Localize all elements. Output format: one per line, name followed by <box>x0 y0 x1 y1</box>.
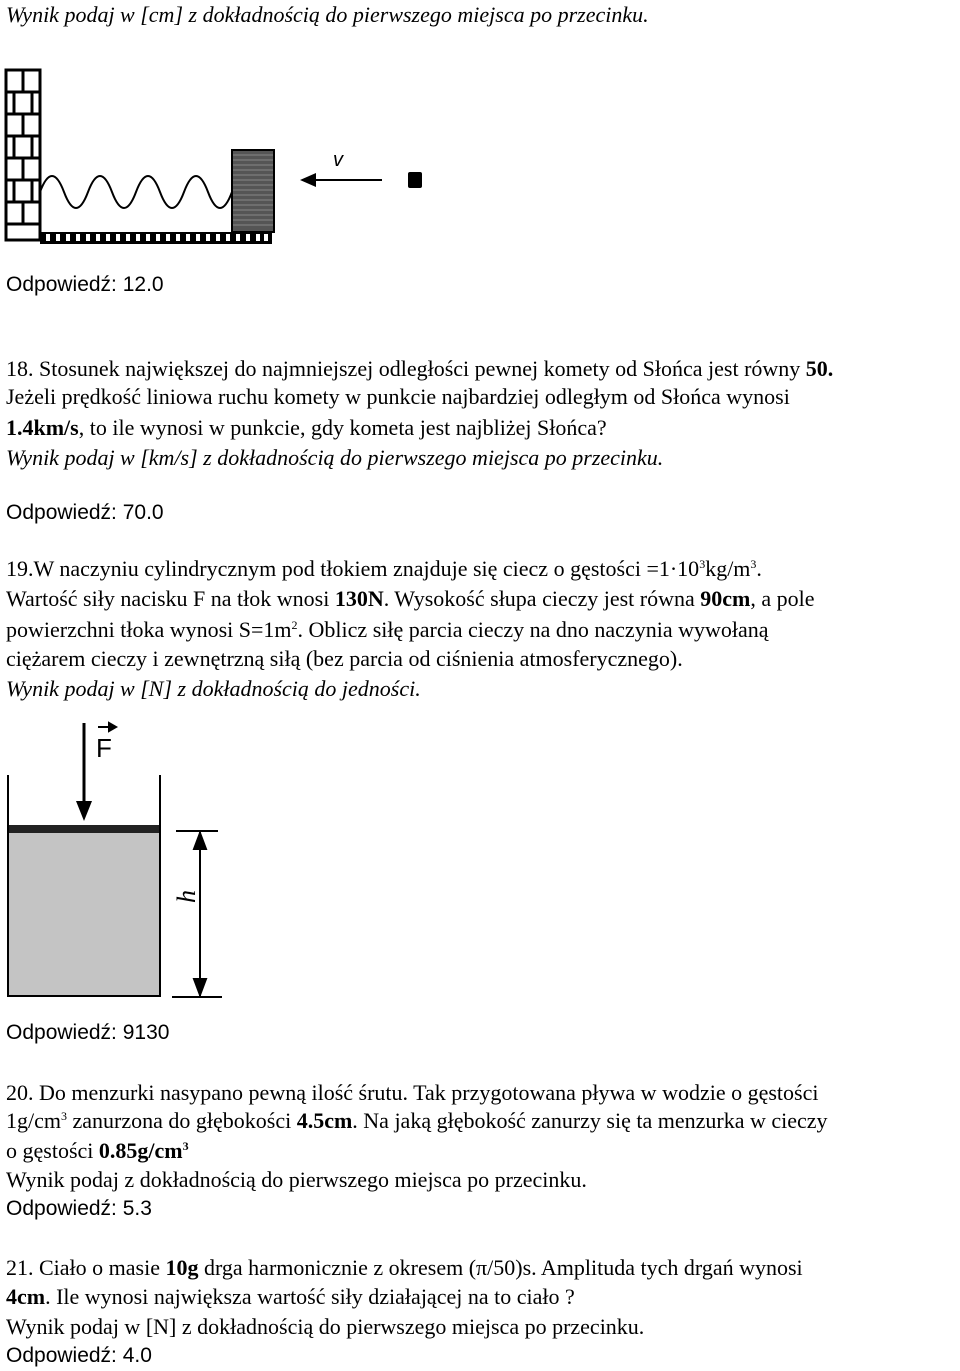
q19-line-4: ciężarem cieczy i zewnętrzną siłą (bez parcia od ciśnienia atmosferycznego). <box>6 646 683 671</box>
q20-text-2b: zanurzona do głębokości <box>67 1108 297 1133</box>
q21-text-1c: drga harmonicznie z okresem (π/50)s. Amplituda tych drgań wynosi <box>198 1255 803 1280</box>
q21-text-2b: . Ile wynosi największa wartość siły działającej na to ciało ? <box>45 1284 575 1309</box>
velocity-label: v <box>333 149 343 171</box>
q20-instruction: Wynik podaj z dokładnością do pierwszego miejsca po przecinku. <box>6 1167 587 1192</box>
q19-text-3b: . Oblicz siłę parcia cieczy na dno naczynia wywołaną <box>297 617 769 642</box>
q19-sup-2: 3 <box>750 557 757 571</box>
q20-depth: 4.5cm <box>296 1108 353 1133</box>
q19-instruction: Wynik podaj w [N] z dokładnością do jedności. <box>6 676 421 701</box>
q21-answer: Odpowiedź: 4.0 <box>6 1344 152 1367</box>
q18-answer: Odpowiedź: 70.0 <box>6 501 164 524</box>
liquid-fill <box>9 830 159 996</box>
q19-height: 90cm <box>700 586 751 611</box>
brick-wall-icon <box>6 70 40 240</box>
q20-line-1: 20. Do menzurki nasypano pewną ilość śrutu. Tak przygotowana pływa w wodzie o gęstości <box>6 1080 819 1105</box>
q20-text-2d: . Na jaką głębokość zanurzy się ta menzurka w cieczy <box>352 1108 828 1133</box>
q19-text-2a: Wartość siły nacisku F na tłok wnosi <box>6 586 335 611</box>
q19-text-2c: . Wysokość słupa cieczy jest równa <box>383 586 701 611</box>
q19-text-1b: kg/m <box>705 556 751 581</box>
velocity-arrow-icon <box>300 173 382 187</box>
q19-text-3a: powierzchni tłoka wynosi S=1m <box>6 617 292 642</box>
q18-speed: 1.4km/s <box>6 415 79 440</box>
q21-line-1 <box>6 1255 803 1281</box>
q20-text-3a: o gęstości <box>6 1138 99 1163</box>
q18-text-3b: , to ile wynosi w punkcie, gdy kometa jest najbliżej Słońca? <box>78 415 607 440</box>
q18-line-1 <box>6 356 833 382</box>
q21-text-1a: 21. Ciało o masie <box>6 1255 166 1280</box>
q19-sup-3: 2 <box>291 618 298 632</box>
spring-block-figure <box>0 62 450 247</box>
q19-sup-1: 3 <box>699 557 706 571</box>
q20-density: 0.85g/cm <box>98 1138 183 1163</box>
q20-line-2 <box>6 1108 828 1134</box>
q17-answer: Odpowiedź: 12.0 <box>6 273 164 296</box>
q17-instruction: Wynik podaj w [cm] z dokładnością do pierwszego miejsca po przecinku. <box>6 2 649 27</box>
block-icon <box>232 150 274 232</box>
force-arrow-icon <box>76 723 92 821</box>
piston-icon <box>9 825 159 833</box>
height-label: h <box>172 890 201 903</box>
q19-line-2 <box>6 586 815 612</box>
q20-sup-2: 3 <box>182 1139 189 1153</box>
force-vector-mark-icon <box>98 723 116 731</box>
q20-text-2a: 1g/cm <box>6 1108 61 1133</box>
force-label: F <box>96 733 112 763</box>
q18-ratio: 50. <box>805 356 834 381</box>
floor-hatch-icon <box>40 232 272 244</box>
spring-icon <box>40 176 232 208</box>
cylinder-piston-figure <box>0 715 230 1005</box>
q20-answer: Odpowiedź: 5.3 <box>6 1197 152 1220</box>
q19-line-3 <box>6 617 769 643</box>
q21-mass: 10g <box>165 1255 199 1280</box>
bullet-icon <box>408 172 422 188</box>
q20-line-3 <box>6 1138 189 1164</box>
q18-instruction: Wynik podaj w [km/s] z dokładnością do pierwszego miejsca po przecinku. <box>6 445 664 470</box>
q19-answer: Odpowiedź: 9130 <box>6 1021 170 1044</box>
q20-sup-1: 3 <box>61 1109 67 1123</box>
q18-line-3 <box>6 415 607 441</box>
q21-instruction: Wynik podaj w [N] z dokładnością do pierwszego miejsca po przecinku. <box>6 1314 645 1339</box>
q21-line-2 <box>6 1284 575 1310</box>
q19-text-1c: . <box>756 556 762 581</box>
q19-text-2e: , a pole <box>750 586 815 611</box>
q19-line-1 <box>6 556 762 582</box>
q19-text-1a: 19.W naczyniu cylindrycznym pod tłokiem znajduje się ciecz o gęstości =1·10 <box>6 556 700 581</box>
q18-line-2: Jeżeli prędkość liniowa ruchu komety w punkcie najbardziej odległym od Słońca wynosi <box>6 384 790 409</box>
height-dimension-icon <box>172 831 222 997</box>
q21-amplitude: 4cm <box>6 1284 46 1309</box>
q19-force: 130N <box>334 586 384 611</box>
q18-text-1a: 18. Stosunek największej do najmniejszej odległości pewnej komety od Słońca jest równy <box>6 356 806 381</box>
